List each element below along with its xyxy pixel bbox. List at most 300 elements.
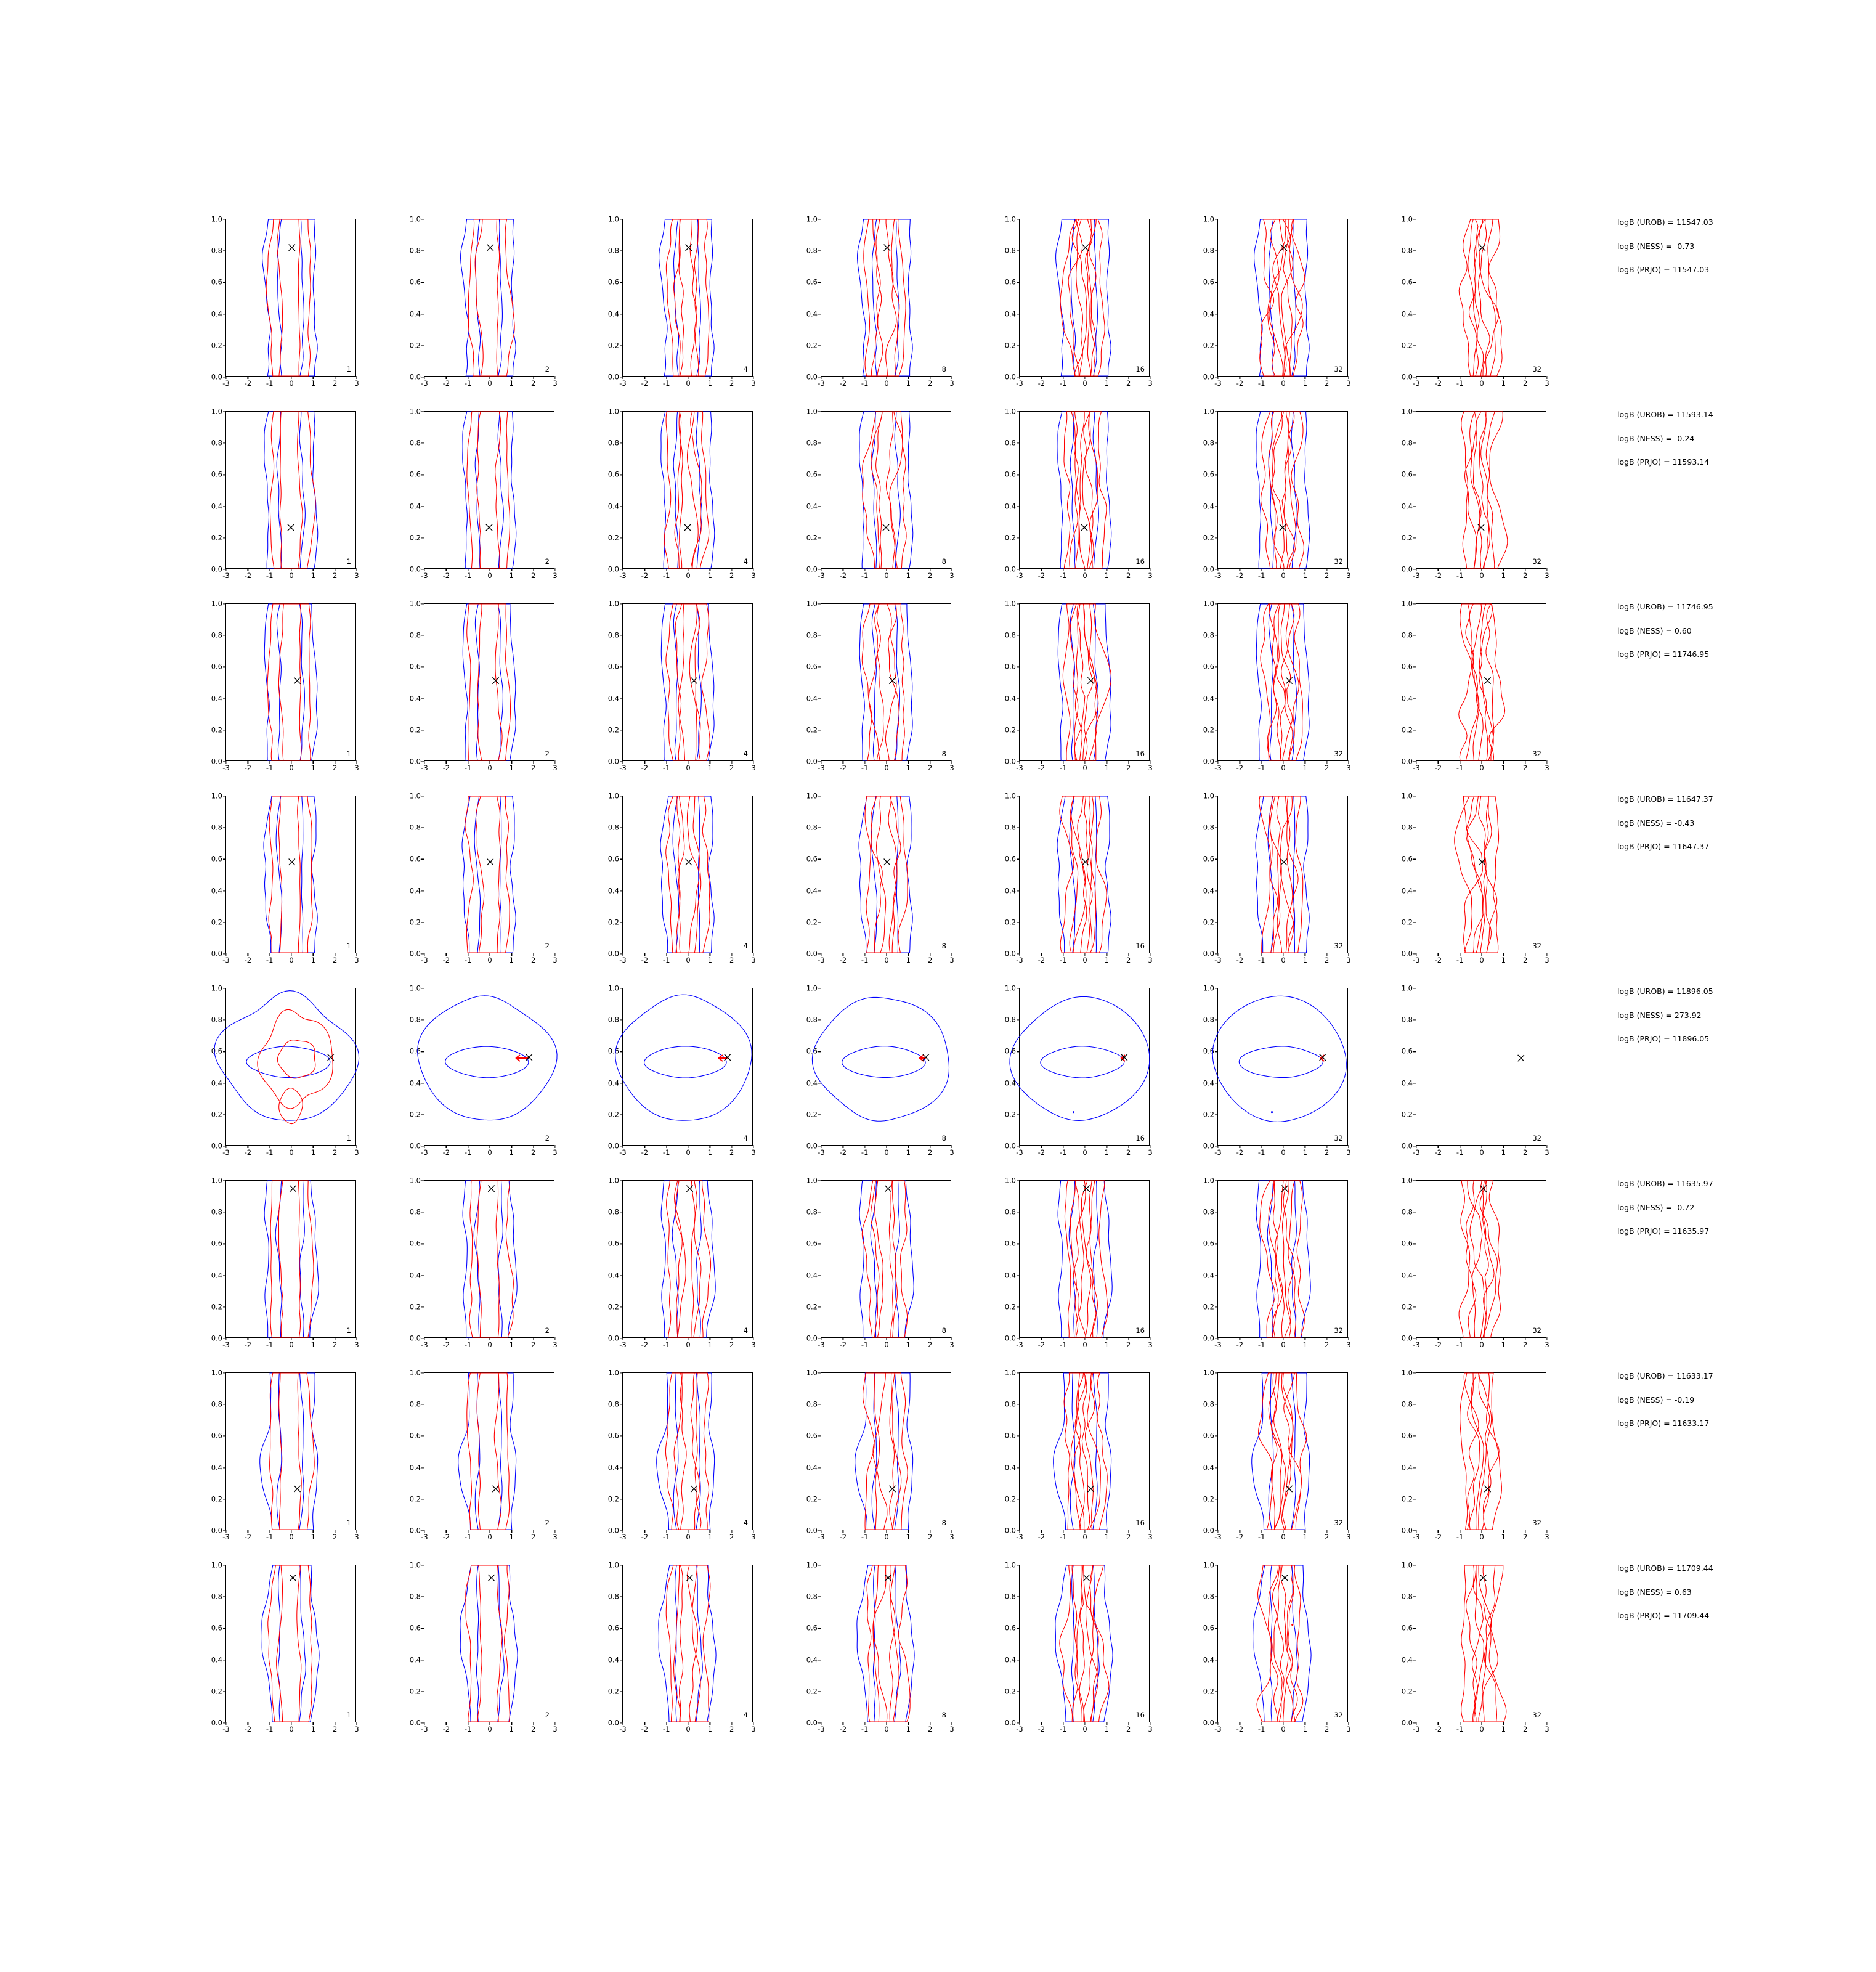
x-axis-tick-label: 3	[553, 956, 558, 964]
x-axis-tick-mark	[1041, 1145, 1042, 1148]
x-axis-tick-label: 0	[1479, 571, 1484, 580]
x-axis-tick-mark	[225, 760, 226, 764]
y-axis-tick-label: 0.2	[1004, 1494, 1016, 1504]
y-axis-tick-label: 0.0	[1401, 1526, 1413, 1535]
contour-plot-panel[interactable]	[1004, 214, 1153, 388]
x-axis-tick-mark	[1019, 376, 1020, 379]
contour-plot-panel[interactable]	[211, 1560, 359, 1734]
x-axis-tick-mark	[1438, 760, 1439, 764]
x-axis-tick-label: 1	[311, 956, 315, 964]
x-axis-tick-label: 1	[509, 1148, 514, 1157]
y-axis-tick-label: 0.6	[806, 277, 818, 287]
y-axis-tick-label: 0.8	[211, 823, 222, 832]
x-axis-tick-label: 0	[1082, 1533, 1087, 1541]
subplot-cell	[1381, 791, 1549, 974]
contour-plot-panel[interactable]	[211, 984, 359, 1157]
x-axis-tick-mark	[1481, 953, 1482, 956]
x-axis-tick-mark	[1041, 568, 1042, 571]
x-axis-tick-mark	[666, 760, 667, 764]
y-axis-tick-label: 0.6	[607, 1623, 619, 1632]
contour-plot-panel[interactable]	[409, 1176, 558, 1349]
subplot-cell	[191, 984, 359, 1167]
y-axis-tick-label: 0.8	[409, 1400, 421, 1409]
x-axis-tick-label: 3	[1545, 956, 1549, 964]
subplot-row	[191, 791, 1713, 983]
x-axis-tick-label: 2	[1522, 1725, 1528, 1734]
annotation-line: logB (NESS) = 0.60	[1617, 625, 1692, 635]
y-axis-tick-label: 0.0	[1203, 564, 1214, 574]
contour-plot-panel[interactable]	[1004, 1368, 1153, 1541]
y-axis-tick-label: 0.2	[409, 341, 421, 350]
x-axis-tick-label: 0	[686, 379, 691, 388]
y-axis-tick-label: 1.0	[607, 407, 619, 416]
y-axis-tick-label: 0.8	[607, 1400, 619, 1409]
x-axis-tick-label: 3	[1545, 1148, 1549, 1157]
y-axis-tick-label: 0.0	[409, 949, 421, 958]
panel-corner-label: 1	[346, 749, 351, 758]
y-axis-tick-label: 1.0	[409, 1368, 421, 1377]
contour-plot-panel[interactable]	[409, 1368, 558, 1541]
x-axis-tick-label: -3	[1413, 956, 1420, 964]
x-axis-tick-label: -2	[1236, 1148, 1244, 1157]
y-axis-tick-label: 0.2	[211, 341, 222, 350]
x-axis-tick-label: -2	[1236, 764, 1244, 772]
contour-plot-panel[interactable]	[1203, 599, 1351, 772]
subplot-cell	[389, 1560, 558, 1743]
x-axis-tick-label: -3	[1413, 1148, 1420, 1157]
contour-plot-panel[interactable]	[211, 1176, 359, 1349]
y-axis-tick-label: 0.2	[1203, 341, 1214, 350]
y-axis-tick-label: 0.2	[607, 341, 619, 350]
panel-corner-label: 8	[941, 1133, 946, 1143]
contour-plot-panel[interactable]	[1004, 1560, 1153, 1734]
x-axis-tick-label: 3	[1148, 1533, 1153, 1541]
contour-plot-panel[interactable]	[409, 1560, 558, 1734]
x-axis-tick-label: -2	[1434, 1533, 1442, 1541]
x-axis-tick-mark	[225, 1530, 226, 1533]
x-axis-tick-mark	[269, 568, 270, 571]
subplot-cell	[1183, 1368, 1351, 1551]
y-axis-tick-label: 0.0	[806, 1141, 818, 1151]
contour-plot-panel[interactable]	[607, 791, 756, 964]
x-axis-tick-label: 1	[1501, 1148, 1506, 1157]
y-axis-tick-label: 1.0	[211, 407, 222, 416]
x-axis-tick-label: 1	[1302, 956, 1307, 964]
x-axis-tick-label: 0	[1479, 1340, 1484, 1349]
contour-plot-panel[interactable]	[806, 791, 954, 964]
x-axis-tick-label: 1	[1302, 1148, 1307, 1157]
contour-plot-panel[interactable]	[806, 1560, 954, 1734]
contour-plot-panel[interactable]	[1203, 1368, 1351, 1541]
x-axis-tick-label: 3	[949, 1340, 954, 1349]
x-axis-tick-label: 2	[1522, 1148, 1528, 1157]
contour-plot-panel[interactable]	[1203, 791, 1351, 964]
y-axis-tick-label: 0.0	[1401, 1141, 1413, 1151]
x-axis-tick-label: 3	[1346, 1148, 1351, 1157]
contour-plot-panel[interactable]	[607, 1560, 756, 1734]
x-axis-tick-mark	[1348, 568, 1349, 571]
y-axis-tick-label: 0.6	[607, 1431, 619, 1440]
panel-corner-label: 32	[1334, 749, 1343, 758]
y-axis-tick-label: 0.4	[806, 501, 818, 510]
y-axis-tick-label: 1.0	[806, 407, 818, 416]
y-axis-tick-label: 1.0	[211, 599, 222, 608]
annotation-line: logB (NESS) = -0.73	[1617, 241, 1695, 251]
x-axis-tick-label: -1	[1059, 1533, 1067, 1541]
panel-corner-label: 16	[1135, 1518, 1145, 1527]
contour-plot-panel[interactable]	[607, 214, 756, 388]
contour-plot-panel[interactable]	[1203, 1560, 1351, 1734]
x-axis-tick-label: -1	[1456, 571, 1464, 580]
contour-plot-panel[interactable]	[211, 407, 359, 580]
y-axis-tick-label: 0.8	[211, 1015, 222, 1024]
contour-plot-panel[interactable]	[607, 1368, 756, 1541]
y-axis-tick-label: 0.2	[409, 1302, 421, 1311]
contour-plot-panel[interactable]	[806, 599, 954, 772]
x-axis-tick-label: 0	[487, 1148, 492, 1157]
x-axis-tick-label: 2	[1126, 571, 1131, 580]
x-axis-tick-label: 3	[1346, 1725, 1351, 1734]
y-axis-tick-label: 0.0	[806, 1526, 818, 1535]
x-axis-tick-label: -1	[464, 1533, 472, 1541]
x-axis-tick-label: 1	[1104, 1148, 1109, 1157]
x-axis-tick-label: 2	[530, 1725, 536, 1734]
subplot-cell	[786, 1560, 954, 1743]
y-axis-tick-label: 0.0	[607, 757, 619, 766]
x-axis-tick-mark	[489, 1145, 490, 1148]
x-axis-tick-label: 1	[707, 1148, 712, 1157]
panel-corner-label: 2	[545, 941, 550, 950]
x-axis-tick-mark	[1326, 376, 1327, 379]
x-axis-tick-label: -1	[266, 379, 274, 388]
x-axis-tick-label: -3	[421, 1533, 428, 1541]
x-axis-tick-label: -1	[662, 1533, 670, 1541]
x-axis-tick-mark	[554, 1145, 555, 1148]
x-axis-tick-label: -1	[662, 379, 670, 388]
contour-plot-panel[interactable]	[211, 791, 359, 964]
y-axis-tick-label: 0.4	[1401, 1078, 1413, 1087]
x-axis-tick-label: -1	[861, 764, 869, 772]
contour-plot-panel[interactable]	[1401, 791, 1549, 964]
y-axis-tick-label: 0.6	[607, 277, 619, 287]
x-axis-tick-label: 3	[949, 571, 954, 580]
x-axis-tick-mark	[1084, 760, 1085, 764]
x-axis-tick-label: 1	[311, 379, 315, 388]
x-axis-tick-label: 0	[1082, 379, 1087, 388]
x-axis-tick-mark	[731, 568, 732, 571]
x-axis-tick-label: -3	[818, 571, 825, 580]
contour-plot-panel[interactable]	[1401, 1368, 1549, 1541]
y-axis-tick-label: 0.4	[1004, 309, 1016, 318]
contour-plot-panel[interactable]	[806, 1368, 954, 1541]
y-axis-tick-label: 0.8	[211, 1207, 222, 1216]
subplot-cell	[985, 791, 1153, 974]
x-axis-tick-mark	[1217, 953, 1218, 956]
x-axis-tick-mark	[1481, 760, 1482, 764]
x-axis-tick-mark	[1019, 1530, 1020, 1533]
annotation-line: logB (NESS) = -0.24	[1617, 433, 1695, 443]
contour-plot-panel[interactable]	[211, 214, 359, 388]
subplot-cell	[389, 1368, 558, 1551]
contour-plot-panel[interactable]	[806, 984, 954, 1157]
x-axis-tick-label: 2	[1324, 1340, 1330, 1349]
x-axis-tick-label: 3	[751, 764, 756, 772]
x-axis-tick-mark	[1217, 568, 1218, 571]
x-axis-tick-label: 2	[530, 1148, 536, 1157]
subplot-cell	[191, 407, 359, 590]
x-axis-tick-label: -3	[222, 1340, 230, 1349]
x-axis-tick-mark	[622, 568, 623, 571]
x-axis-tick-mark	[1084, 1145, 1085, 1148]
contour-plot-panel[interactable]	[607, 407, 756, 580]
x-axis-tick-label: -3	[1016, 1533, 1023, 1541]
x-axis-tick-mark	[886, 1337, 887, 1340]
x-axis-tick-label: 1	[707, 764, 712, 772]
y-axis-tick-label: 0.0	[409, 1526, 421, 1535]
x-axis-tick-label: 0	[1281, 379, 1286, 388]
annotation-line: logB (NESS) = -0.72	[1617, 1202, 1695, 1212]
x-axis-tick-mark	[622, 376, 623, 379]
x-axis-tick-label: -2	[839, 1340, 847, 1349]
x-axis-tick-label: 2	[1126, 764, 1131, 772]
x-axis-tick-label: 1	[311, 571, 315, 580]
contour-plot-panel[interactable]	[806, 407, 954, 580]
panel-corner-label: 2	[545, 1326, 550, 1335]
contour-plot-panel[interactable]	[409, 407, 558, 580]
x-axis-tick-label: -3	[1413, 379, 1420, 388]
contour-plot-panel[interactable]	[1004, 791, 1153, 964]
x-axis-tick-label: 2	[927, 1148, 933, 1157]
y-axis-tick-label: 0.8	[607, 630, 619, 640]
y-axis-tick-label: 0.6	[409, 1623, 421, 1632]
y-axis-tick-label: 0.6	[1203, 1239, 1214, 1248]
x-axis-tick-label: 1	[1104, 379, 1109, 388]
y-axis-tick-label: 0.4	[409, 1078, 421, 1087]
x-axis-tick-label: 3	[1148, 1725, 1153, 1734]
subplot-cell	[1183, 1176, 1351, 1359]
x-axis-tick-label: -3	[1214, 571, 1222, 580]
subplot-cell	[588, 407, 756, 590]
y-axis-tick-label: 0.6	[1203, 854, 1214, 863]
x-axis-tick-label: 0	[289, 379, 294, 388]
y-axis-tick-label: 0.2	[409, 1494, 421, 1504]
x-axis-tick-label: 2	[927, 571, 933, 580]
y-axis-tick-label: 0.2	[1203, 1110, 1214, 1119]
y-axis-tick-label: 0.0	[409, 757, 421, 766]
x-axis-tick-mark	[1503, 1722, 1504, 1725]
y-axis-tick-label: 0.2	[409, 1687, 421, 1696]
contour-plot-panel[interactable]	[409, 214, 558, 388]
subplot-cell	[985, 214, 1153, 397]
y-axis-tick-label: 0.2	[1203, 533, 1214, 542]
contour-plot-panel[interactable]	[806, 1176, 954, 1349]
y-axis-tick-label: 1.0	[1401, 599, 1413, 608]
subplot-cell	[191, 1176, 359, 1359]
x-axis-tick-label: 3	[1545, 1725, 1549, 1734]
y-axis-tick-label: 0.4	[211, 1078, 222, 1087]
x-axis-tick-label: 0	[1082, 1148, 1087, 1157]
y-axis-tick-label: 0.8	[1401, 246, 1413, 255]
x-axis-tick-mark	[446, 1145, 447, 1148]
x-axis-tick-label: 2	[1324, 1725, 1330, 1734]
contour-plot-panel[interactable]	[1401, 984, 1549, 1157]
x-axis-tick-label: 2	[729, 1533, 734, 1541]
subplot-row	[191, 214, 1713, 406]
x-axis-tick-mark	[666, 1530, 667, 1533]
y-axis-tick-label: 0.4	[1203, 1078, 1214, 1087]
x-axis-tick-label: 1	[1302, 1340, 1307, 1349]
panel-corner-label: 1	[346, 556, 351, 566]
y-axis-tick-label: 0.0	[211, 1526, 222, 1535]
contour-plot-panel[interactable]	[409, 791, 558, 964]
contour-plot-panel[interactable]	[1004, 984, 1153, 1157]
x-axis-tick-mark	[1481, 1337, 1482, 1340]
contour-plot-panel[interactable]	[1203, 1176, 1351, 1349]
x-axis-tick-mark	[1041, 1530, 1042, 1533]
subplot-cell	[389, 407, 558, 590]
x-axis-tick-label: 0	[289, 1340, 294, 1349]
subplot-cell	[1381, 1176, 1549, 1359]
y-axis-tick-label: 0.0	[1401, 1334, 1413, 1343]
annotation-line: logB (PRJO) = 11635.97	[1617, 1226, 1710, 1236]
y-axis-tick-label: 1.0	[806, 214, 818, 224]
x-axis-tick-label: -1	[266, 1533, 274, 1541]
panel-corner-label: 32	[1334, 1518, 1343, 1527]
x-axis-tick-label: -1	[1257, 571, 1265, 580]
contour-plot-panel[interactable]	[1401, 214, 1549, 388]
x-axis-tick-mark	[313, 1530, 314, 1533]
x-axis-tick-label: 0	[289, 1148, 294, 1157]
panel-corner-label: 32	[1532, 1710, 1541, 1719]
x-axis-tick-label: 1	[1501, 379, 1506, 388]
x-axis-tick-label: 2	[332, 379, 338, 388]
x-axis-tick-label: -2	[442, 1725, 450, 1734]
y-axis-tick-label: 1.0	[1203, 599, 1214, 608]
y-axis-tick-label: 0.6	[211, 854, 222, 863]
y-axis-tick-label: 0.4	[1203, 1270, 1214, 1279]
x-axis-tick-mark	[533, 1337, 534, 1340]
y-axis-tick-label: 0.2	[1004, 341, 1016, 350]
x-axis-tick-label: 3	[1148, 956, 1153, 964]
x-axis-tick-mark	[1041, 1337, 1042, 1340]
y-axis-tick-label: 0.0	[607, 1141, 619, 1151]
contour-plot-panel[interactable]	[1401, 1560, 1549, 1734]
x-axis-tick-label: 1	[707, 379, 712, 388]
x-axis-tick-label: 0	[884, 1340, 889, 1349]
contour-plot-panel[interactable]	[1203, 407, 1351, 580]
contour-plot-panel[interactable]	[1203, 214, 1351, 388]
panel-corner-label: 1	[346, 1326, 351, 1335]
y-axis-tick-label: 0.0	[607, 949, 619, 958]
y-axis-tick-label: 0.0	[1401, 1718, 1413, 1727]
x-axis-tick-label: 2	[332, 571, 338, 580]
x-axis-tick-mark	[1084, 568, 1085, 571]
contour-plot-panel[interactable]	[607, 984, 756, 1157]
contour-plot-panel[interactable]	[1401, 599, 1549, 772]
x-axis-tick-label: -2	[641, 956, 649, 964]
x-axis-tick-mark	[886, 953, 887, 956]
panel-corner-label: 2	[545, 1518, 550, 1527]
contour-plot-panel[interactable]	[1004, 407, 1153, 580]
x-axis-tick-mark	[908, 1722, 909, 1725]
contour-plot-panel[interactable]	[607, 599, 756, 772]
y-axis-tick-label: 0.2	[806, 341, 818, 350]
contour-plot-panel[interactable]	[1401, 1176, 1549, 1349]
x-axis-tick-mark	[1041, 953, 1042, 956]
panel-corner-label: 4	[743, 1710, 748, 1719]
subplot-cell	[786, 1368, 954, 1551]
x-axis-tick-label: 0	[1479, 956, 1484, 964]
x-axis-tick-label: -1	[1059, 1340, 1067, 1349]
contour-plot-panel[interactable]	[806, 214, 954, 388]
y-axis-tick-label: 0.4	[806, 1078, 818, 1087]
x-axis-tick-label: -1	[1456, 1533, 1464, 1541]
y-axis-tick-label: 0.6	[806, 662, 818, 671]
contour-plot-panel[interactable]	[409, 599, 558, 772]
x-axis-tick-mark	[1503, 1145, 1504, 1148]
x-axis-tick-label: 3	[354, 956, 359, 964]
x-axis-tick-label: 2	[530, 764, 536, 772]
x-axis-tick-label: 0	[1281, 1148, 1286, 1157]
x-axis-tick-label: 0	[1281, 571, 1286, 580]
y-axis-tick-label: 0.4	[409, 886, 421, 895]
contour-plot-panel[interactable]	[607, 1176, 756, 1349]
y-axis-tick-label: 0.0	[211, 564, 222, 574]
x-axis-tick-label: -1	[1456, 379, 1464, 388]
y-axis-tick-label: 0.4	[1203, 886, 1214, 895]
x-axis-tick-mark	[533, 1722, 534, 1725]
panel-corner-label: 32	[1532, 941, 1541, 950]
contour-plot-panel[interactable]	[1004, 1176, 1153, 1349]
x-axis-tick-label: 3	[949, 764, 954, 772]
x-axis-tick-mark	[1326, 1530, 1327, 1533]
y-axis-tick-label: 0.4	[1401, 501, 1413, 510]
contour-plot-panel[interactable]	[211, 1368, 359, 1541]
x-axis-tick-mark	[533, 760, 534, 764]
x-axis-tick-label: 2	[729, 956, 734, 964]
y-axis-tick-label: 0.0	[1004, 372, 1016, 381]
y-axis-tick-label: 1.0	[409, 984, 421, 993]
contour-plot-panel[interactable]	[211, 599, 359, 772]
y-axis-tick-label: 0.8	[607, 438, 619, 447]
contour-plot-panel[interactable]	[1004, 599, 1153, 772]
x-axis-tick-label: -2	[1037, 1725, 1046, 1734]
x-axis-tick-label: -3	[818, 956, 825, 964]
x-axis-tick-label: -3	[619, 1148, 627, 1157]
contour-plot-panel[interactable]	[1203, 984, 1351, 1157]
x-axis-tick-label: 1	[509, 1533, 514, 1541]
y-axis-tick-label: 0.4	[1401, 886, 1413, 895]
y-axis-tick-label: 0.8	[211, 246, 222, 255]
y-axis-tick-label: 0.6	[409, 662, 421, 671]
x-axis-tick-label: -2	[641, 1340, 649, 1349]
y-axis-tick-label: 1.0	[1203, 214, 1214, 224]
y-axis-tick-label: 0.2	[409, 725, 421, 735]
x-axis-tick-mark	[446, 376, 447, 379]
x-axis-tick-label: 0	[686, 1725, 691, 1734]
y-axis-tick-label: 0.6	[806, 854, 818, 863]
x-axis-tick-mark	[446, 760, 447, 764]
contour-plot-panel[interactable]	[409, 984, 558, 1157]
x-axis-tick-mark	[908, 953, 909, 956]
x-axis-tick-mark	[1546, 760, 1547, 764]
x-axis-tick-mark	[356, 1530, 357, 1533]
panel-corner-label: 16	[1135, 1326, 1145, 1335]
x-axis-tick-mark	[1503, 376, 1504, 379]
x-axis-tick-label: 1	[906, 764, 911, 772]
contour-plot-panel[interactable]	[1401, 407, 1549, 580]
y-axis-tick-label: 0.6	[1401, 1046, 1413, 1056]
